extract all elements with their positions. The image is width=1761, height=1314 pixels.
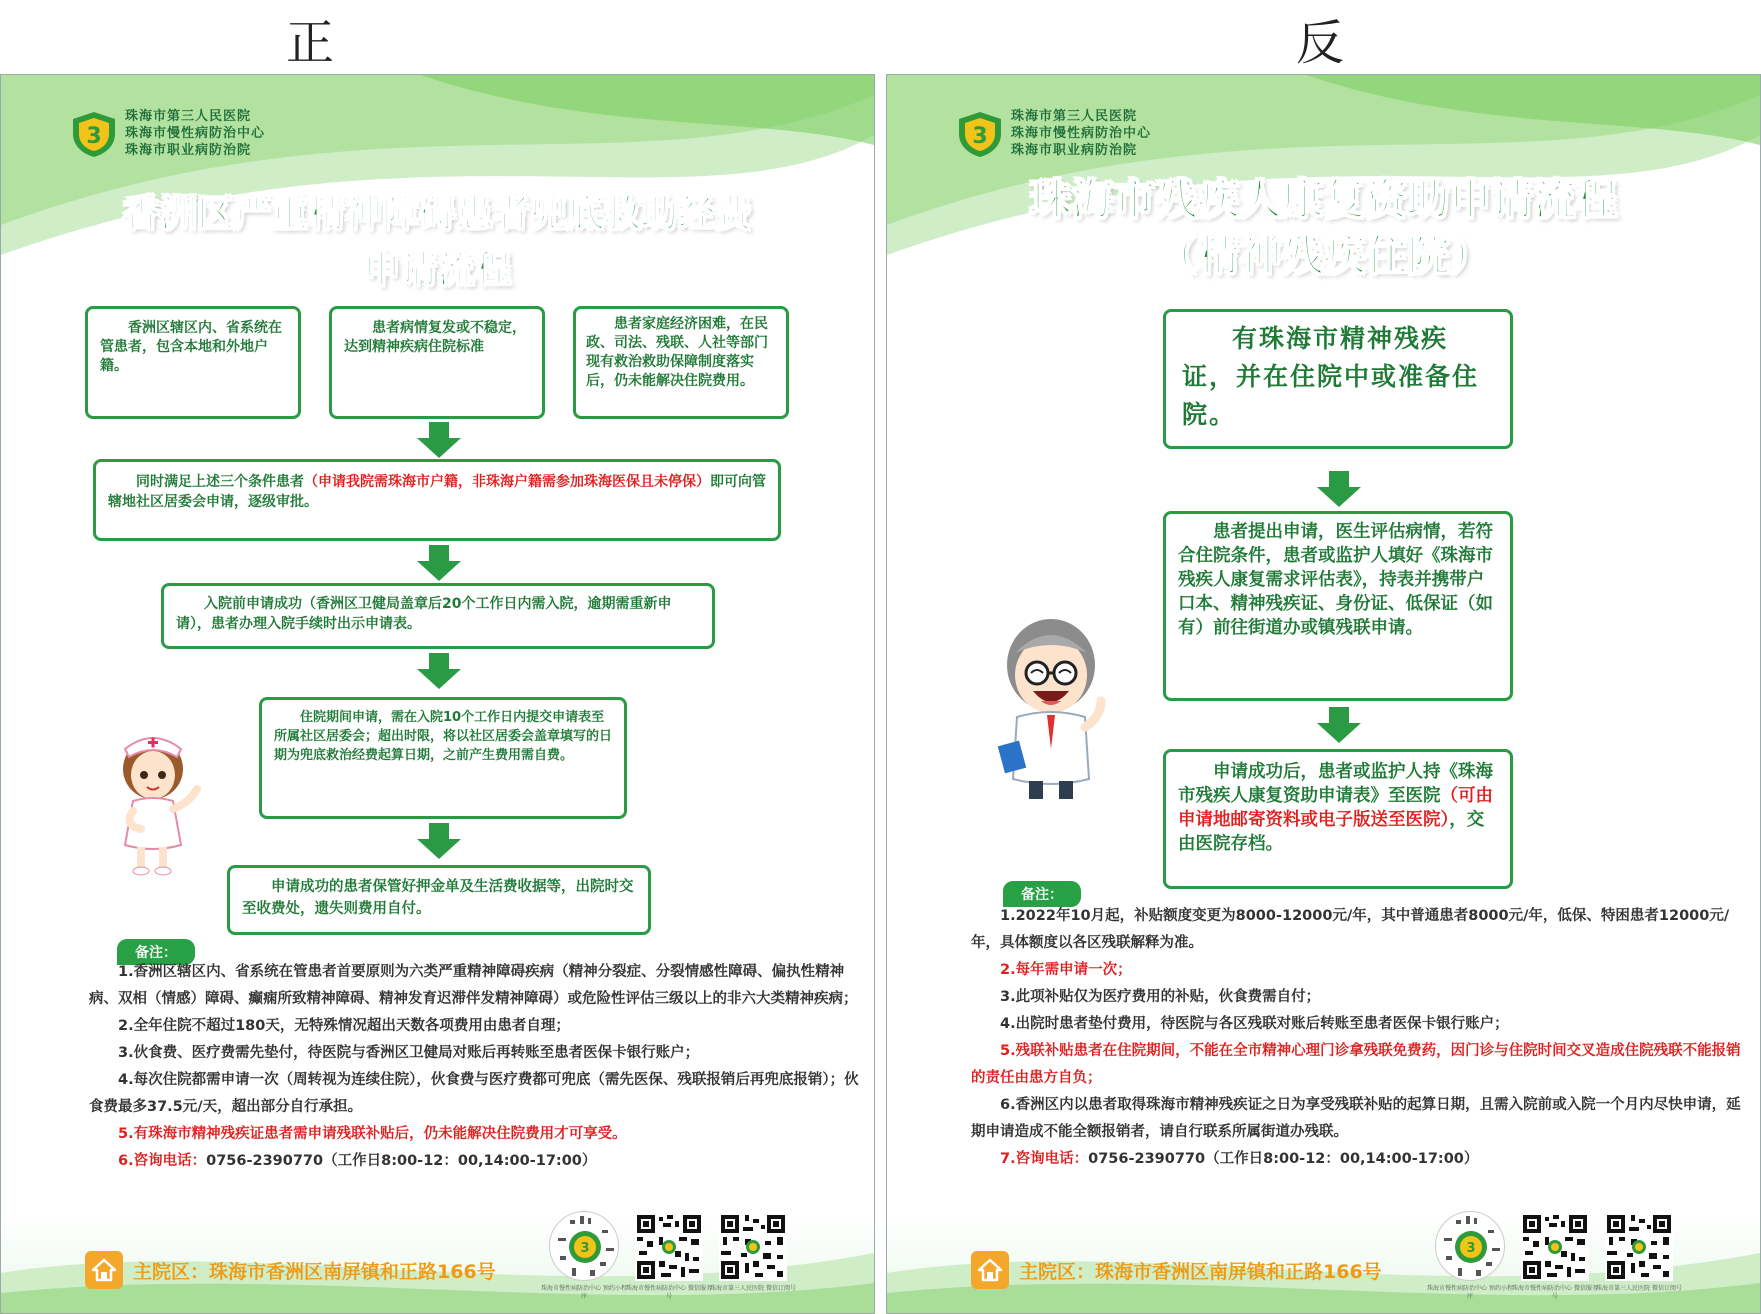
arrow-down-icon bbox=[1317, 707, 1361, 743]
condition-3-text: 患者家庭经济困难，在民政、司法、残联、人社等部门现有救治救助保障制度落实后，仍未能解决住院费用。 bbox=[586, 316, 768, 389]
address-text: 主院区：珠海市香洲区南屏镇和正路166号 bbox=[1019, 1260, 1382, 1283]
title-line-2: （精神残疾住院） bbox=[1155, 231, 1492, 280]
approval-box bbox=[1163, 749, 1513, 889]
address-bar bbox=[85, 1251, 496, 1289]
note-2: 2.全年住院不超过180天，无特殊情况超出天数各项费用由患者自理； bbox=[118, 1018, 570, 1034]
note-6 bbox=[89, 1148, 869, 1175]
discharge-box bbox=[227, 865, 651, 935]
note-5: 5.残联补贴患者在住院期间，不能在全市精神心理门诊拿残联免费药，因门诊与住院时间交叉造成住院残联不能报销的责任由患方自负； bbox=[971, 1043, 1741, 1086]
notes-list bbox=[89, 959, 869, 1175]
home-icon bbox=[85, 1251, 123, 1289]
logo-line-2: 珠海市慢性病防治中心 bbox=[1011, 126, 1152, 141]
address-text: 主院区：珠海市香洲区南屏镇和正路166号 bbox=[133, 1260, 496, 1283]
notes-list bbox=[971, 903, 1751, 1173]
note-1: 1.香洲区辖区内、省系统在管患者首要原则为六类严重精神障碍疾病（精神分裂症、分裂情感性障碍、偏执性精神病、双相（情感）障碍、癫痫所致精神障碍、精神发育迟滞伴发精神障碍）或危险性评估三级以上的非六大类精神疾病； bbox=[89, 964, 858, 1007]
notes-label: 备注： bbox=[117, 939, 195, 965]
note-3: 3.伙食费、医疗费需先垫付，待医院与香洲区卫健局对账后再转账至患者医保卡银行账户； bbox=[118, 1045, 700, 1061]
svg-text:3: 3 bbox=[972, 124, 988, 149]
eligibility-text: 有珠海市精神残疾证，并在住院中或准备住院。 bbox=[1182, 324, 1480, 429]
approval-text-a: 申请成功后，患者或监护人持《珠海市残疾人康复资助申请表》至医院 bbox=[1178, 762, 1493, 806]
logo-line-2: 珠海市慢性病防治中心 bbox=[125, 126, 266, 141]
logo-line-1: 珠海市第三人民医院 bbox=[1011, 109, 1138, 124]
note-3: 3.此项补贴仅为医疗费用的补贴，伙食费需自付； bbox=[1000, 989, 1321, 1005]
poster-front bbox=[0, 74, 875, 1314]
hospital-logo bbox=[71, 109, 265, 159]
note-7-label: 7.咨询电话： bbox=[1000, 1151, 1089, 1167]
during-stay-text: 住院期间申请，需在入院10个工作日内提交申请表至所属社区居委会；超出时限，将以社区居委会盖章填写的日期为兜底救治经费起算日期，之前产生费用需自费。 bbox=[274, 710, 613, 763]
home-icon bbox=[971, 1251, 1009, 1289]
arrow-down-icon bbox=[1317, 471, 1361, 507]
address-bar bbox=[971, 1251, 1382, 1289]
arrow-down-icon bbox=[417, 545, 461, 581]
approval-text-b: ，交由医院存档。 bbox=[1178, 810, 1485, 854]
logo-line-3: 珠海市职业病防治院 bbox=[1011, 143, 1138, 158]
qr-caption-1: 珠海市慢性病防治中心 预约小程序 bbox=[1427, 1285, 1513, 1300]
arrow-down-icon bbox=[417, 653, 461, 689]
svg-text:3: 3 bbox=[1466, 1241, 1476, 1256]
wechat-service-qr-code[interactable] bbox=[635, 1213, 703, 1281]
wechat-subscription-qr-code[interactable] bbox=[719, 1213, 787, 1281]
logo-line-1: 珠海市第三人民医院 bbox=[125, 109, 252, 124]
condition-box-1 bbox=[85, 306, 301, 419]
svg-text:3: 3 bbox=[580, 1241, 590, 1256]
condition-box-3 bbox=[573, 306, 789, 419]
doctor-cartoon-icon bbox=[997, 609, 1115, 805]
front-heading: 正 bbox=[286, 15, 335, 71]
note-4: 4.每次住院都需申请一次（周转视为连续住院），伙食费与医疗费都可兜底（需先医保、残联报销后再兜底报销）；伙食费最多37.5元/天，超出部分自行承担。 bbox=[89, 1072, 859, 1115]
note-6: 6.香洲区内以患者取得珠海市精神残疾证之日为享受残联补贴的起算日期，且需入院前或入院一个月内尽快申请，延期申请造成不能全额报销者，请自行联系所属街道办残联。 bbox=[971, 1097, 1741, 1140]
arrow-down-icon bbox=[417, 422, 461, 458]
mini-program-qr-code[interactable] bbox=[549, 1211, 619, 1281]
qr-caption-3: 珠海市第三人民医院 微信订阅号 bbox=[1596, 1285, 1682, 1292]
note-1: 1.2022年10月起，补贴额度变更为8000-12000元/年，其中普通患者8000元/年，低保、特困患者12000元/年，具体额度以各区残联解释为准。 bbox=[971, 908, 1730, 951]
combined-text-a: 同时满足上述三个条件患者 bbox=[136, 474, 304, 490]
note-7-phone: 0756-2390770（工作日8:00-12：00,14:00-17:00） bbox=[1088, 1151, 1479, 1167]
note-4: 4.出院时患者垫付费用，待医院与各区残联对账后转账至患者医保卡银行账户； bbox=[1000, 1016, 1509, 1032]
condition-2-text: 患者病情复发或不稳定，达到精神疾病住院标准 bbox=[344, 320, 526, 355]
combined-conditions-box bbox=[93, 459, 781, 541]
wechat-subscription-qr-code[interactable] bbox=[1605, 1213, 1673, 1281]
mini-program-qr-code[interactable] bbox=[1435, 1211, 1505, 1281]
condition-box-2 bbox=[329, 306, 545, 419]
title-line-2: 申请流程 bbox=[363, 248, 512, 291]
discharge-text: 申请成功的患者保管好押金单及生活费收据等，出院时交至收费处，遗失则费用自付。 bbox=[242, 879, 634, 917]
combined-text-b: 即可向管辖地社区居委会申请，逐级审批。 bbox=[108, 474, 766, 510]
hospital-logo bbox=[957, 109, 1151, 159]
notes-label: 备注： bbox=[1003, 881, 1081, 907]
qr-caption-2: 珠海市慢性病防治中心 微信服务号 bbox=[1512, 1285, 1598, 1300]
arrow-down-icon bbox=[417, 823, 461, 859]
note-2: 2.每年需申请一次； bbox=[1000, 962, 1132, 978]
nurse-cartoon-icon bbox=[111, 729, 211, 879]
application-box bbox=[1163, 511, 1513, 701]
pre-admission-text: 入院前申请成功（香洲区卫健局盖章后20个工作日内需入院，逾期需重新申请），患者办理入院手续时出示申请表。 bbox=[176, 596, 672, 632]
back-heading: 反 bbox=[1296, 15, 1345, 71]
note-6-phone: 0756-2390770（工作日8:00-12：00,14:00-17:00） bbox=[206, 1153, 597, 1169]
wechat-service-qr-code[interactable] bbox=[1521, 1213, 1589, 1281]
shield-logo-icon bbox=[957, 110, 1003, 158]
poster-back bbox=[886, 74, 1761, 1314]
shield-logo-icon bbox=[71, 110, 117, 158]
title-line-1: 珠海市残疾人康复资助申请流程 bbox=[1029, 175, 1618, 224]
pre-admission-box bbox=[161, 583, 715, 649]
note-6-label: 6.咨询电话： bbox=[118, 1153, 207, 1169]
note-7 bbox=[971, 1146, 1751, 1173]
qr-caption-1: 珠海市慢性病防治中心 预约小程序 bbox=[541, 1285, 627, 1300]
title-line-1: 香洲区严重精神障碍患者兜底救助经费 bbox=[123, 192, 752, 235]
logo-line-3: 珠海市职业病防治院 bbox=[125, 143, 252, 158]
during-stay-box bbox=[259, 697, 627, 819]
qr-caption-3: 珠海市第三人民医院 微信订阅号 bbox=[710, 1285, 796, 1292]
qr-caption-2: 珠海市慢性病防治中心 微信服务号 bbox=[626, 1285, 712, 1300]
svg-text:3: 3 bbox=[86, 124, 102, 149]
combined-text-red: （申请我院需珠海市户籍，非珠海户籍需参加珠海医保且未停保） bbox=[304, 474, 710, 490]
condition-1-text: 香洲区辖区内、省系统在管患者，包含本地和外地户籍。 bbox=[100, 320, 282, 374]
approval-text-red: （可由申请地邮寄资料或电子版送至医院） bbox=[1178, 786, 1493, 830]
note-5: 5.有珠海市精神残疾证患者需申请残联补贴后，仍未能解决住院费用才可享受。 bbox=[118, 1126, 627, 1142]
application-text: 患者提出申请，医生评估病情，若符合住院条件，患者或监护人填好《珠海市残疾人康复需求评估表》，持表并携带户口本、精神残疾证、身份证、低保证（如有）前往街道办或镇残联申请。 bbox=[1178, 522, 1493, 638]
eligibility-box bbox=[1163, 309, 1513, 449]
